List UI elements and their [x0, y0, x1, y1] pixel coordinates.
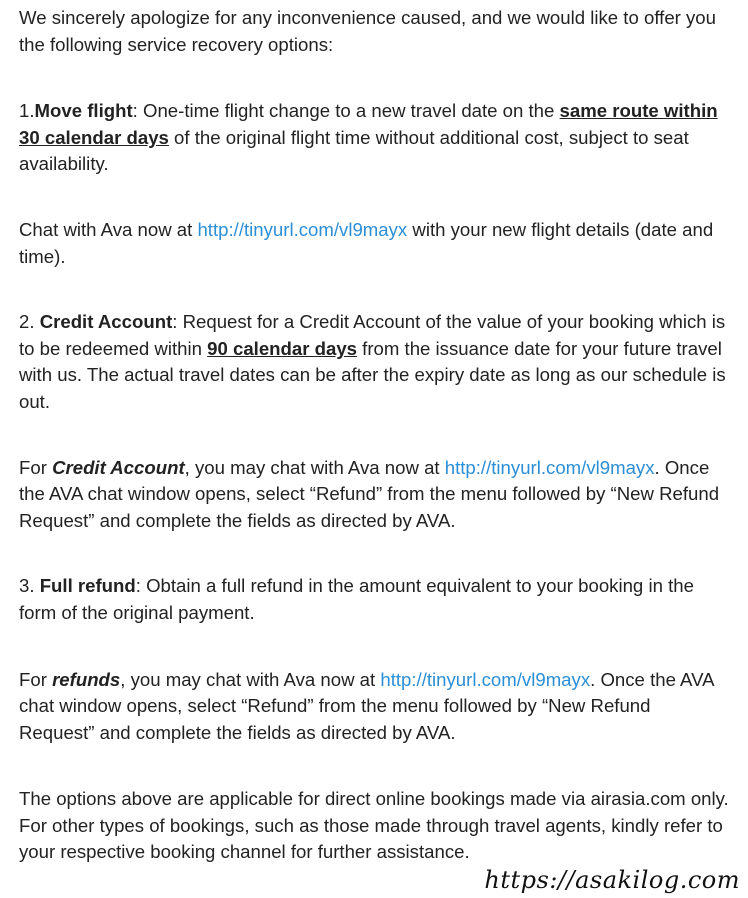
- full-refund-number: 3.: [19, 575, 40, 597]
- move-flight-text-b: of the original flight time without additional cost, subject to seat availability.: [19, 126, 689, 175]
- full-refund-chat-paragraph: [19, 667, 731, 747]
- ava-chat-link[interactable]: http://tinyurl.com/vl9mayx: [444, 456, 655, 478]
- full-refund-paragraph: [19, 573, 731, 626]
- credit-account-chat-paragraph: [19, 455, 731, 535]
- move-flight-emphasis: same route within 30 calendar days: [19, 100, 718, 148]
- full-refund-title: Full refund: [39, 575, 136, 597]
- email-body: [19, 0, 731, 866]
- credit-account-text-a: : Request for a Credit Account of the value of your booking which is to be redeemed within: [19, 311, 726, 359]
- watermark: https://asakilog.com: [484, 866, 740, 894]
- move-flight-paragraph: [19, 98, 731, 178]
- intro-paragraph: We sincerely apologize for any inconvenience caused, and we would like to offer you the following service recovery options:: [19, 7, 716, 55]
- credit-account-text-b: from the issuance date for your future travel with us. The actual travel dates can be after the expiry date as long as our schedule is out.: [19, 337, 726, 412]
- ava-chat-link[interactable]: http://tinyurl.com/vl9mayx: [380, 668, 591, 690]
- move-flight-title: Move flight: [34, 100, 133, 122]
- ava-chat-link[interactable]: http://tinyurl.com/vl9mayx: [197, 218, 408, 240]
- credit-chat-text-a: For: [19, 456, 53, 478]
- credit-account-paragraph: [19, 309, 731, 415]
- move-flight-chat-paragraph: [19, 217, 731, 270]
- move-flight-text-a: : One-time flight change to a new travel date on the: [132, 100, 560, 122]
- refund-chat-text-a: For: [19, 668, 53, 690]
- credit-account-title: Credit Account: [39, 311, 173, 333]
- refund-chat-text-c: . Once the AVA chat window opens, select “Refund” from the menu followed by “New Refund Request” and complete the fields as directed by AVA.: [19, 668, 714, 743]
- full-refund-text: : Obtain a full refund in the amount equivalent to your booking in the form of the original payment.: [19, 575, 694, 623]
- credit-chat-emphasis: Credit Account: [52, 456, 185, 478]
- refund-chat-emphasis: refunds: [52, 668, 121, 690]
- applicability-note: The options above are applicable for direct online bookings made via airasia.com only. For other types of bookings, such as those made through travel agents, kindly refer to your respective booking channel for further assistance.: [19, 788, 729, 863]
- credit-chat-text-b: , you may chat with Ava now at: [184, 456, 445, 478]
- credit-account-number: 2.: [19, 311, 40, 333]
- credit-account-emphasis: 90 calendar days: [207, 337, 358, 359]
- move-flight-chat-text-a: Chat with Ava now at: [19, 218, 198, 240]
- refund-chat-text-b: , you may chat with Ava now at: [120, 668, 381, 690]
- move-flight-chat-text-b: with your new flight details (date and time).: [19, 218, 714, 267]
- move-flight-number: 1.: [19, 100, 35, 122]
- credit-chat-text-c: . Once the AVA chat window opens, select “Refund” from the menu followed by “New Refund Request” and complete the fields as directed by AVA.: [19, 456, 720, 531]
